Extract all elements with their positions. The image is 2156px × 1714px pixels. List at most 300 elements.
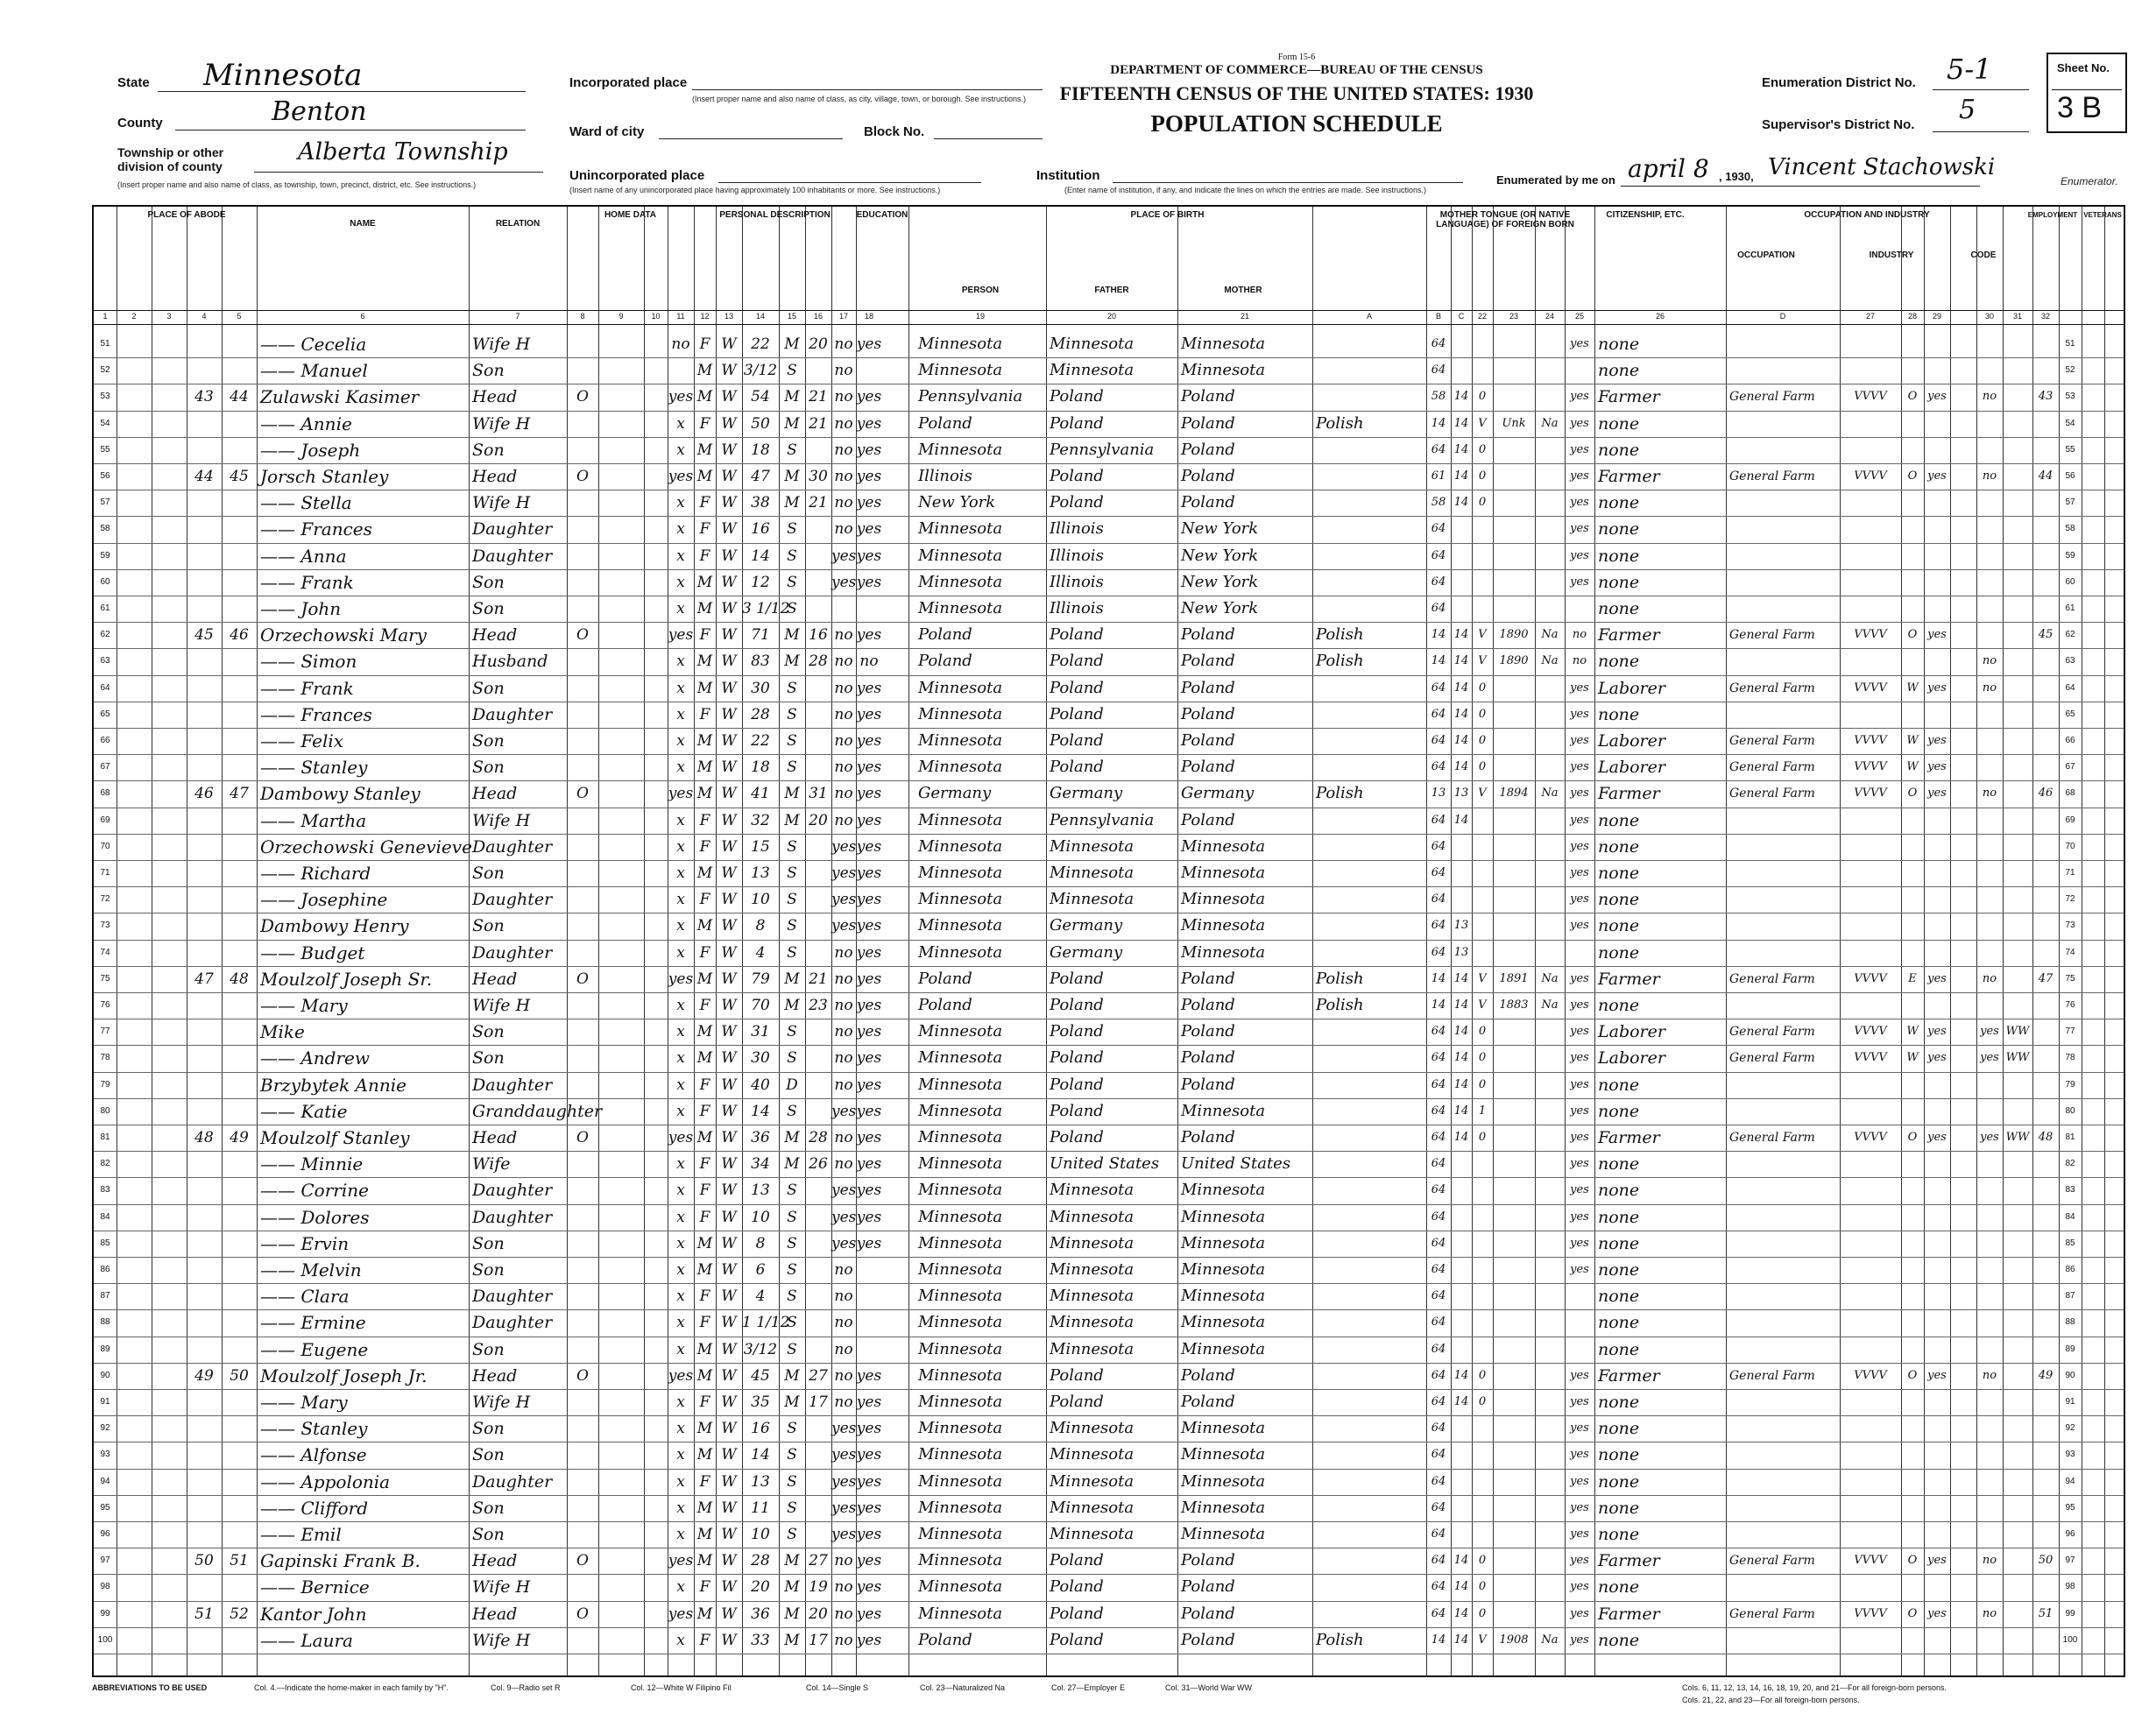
cell-vet: no [1982,469,1997,483]
cell-marital: S [787,1499,797,1517]
cell-sex: M [696,1234,713,1252]
cell-line: 98 [100,1582,110,1592]
cell-age: 1 1/12 [742,1314,790,1332]
cell-marital: M [784,997,800,1014]
cell-ind: General Farm [1729,390,1815,405]
cell-fam: 48 [230,970,249,988]
cell-farm: x [676,1472,685,1491]
cell-line: 73 [100,920,110,931]
cell-age: 16 [751,1420,770,1438]
cell-occ: none [1598,1445,1640,1465]
cell-mother: Minnesota [1181,361,1266,380]
cell-sex: M [696,917,713,935]
cell-rel: Head [472,387,518,407]
cell-age: 40 [751,1076,770,1094]
cell-sex: F [699,1472,710,1491]
cell-sex: M [696,1340,713,1358]
cell-codeC: V [1478,786,1487,801]
cell-marital: S [787,943,797,962]
cell-race: W [721,600,737,617]
subhead-father: FATHER [1094,286,1129,295]
cell-line2: 64 [2065,682,2075,693]
cell-codeB: 14 [1453,442,1469,456]
cell-race: W [721,943,737,962]
cell-line: 63 [100,656,110,667]
cell-race: W [721,1208,737,1226]
cell-dwell: 45 [194,626,214,645]
cell-agemar: 21 [809,388,828,406]
cell-rel: Daughter [472,942,553,963]
column-number: 26 [1655,312,1665,321]
cell-farm: yes [668,1366,694,1385]
cell-occcode: VVVV [1854,1025,1887,1039]
cell-sex: M [696,1552,713,1570]
cell-codeC: V [1478,416,1487,430]
cell-name: —— Ervin [260,1232,350,1254]
cell-farm: x [676,1181,685,1200]
cell-mother: United States [1181,1154,1291,1174]
cell-school: no [834,732,853,750]
cell-codeA: 14 [1431,971,1446,985]
cell-nat: Na [1541,416,1559,430]
cell-sex: M [696,1605,713,1623]
cell-sex: F [699,1314,710,1332]
cell-farm: x [676,1340,685,1358]
cell-marital: M [784,388,800,406]
cell-occ: Farmer [1598,467,1660,486]
cell-sex: M [696,970,713,988]
cell-race: W [721,1526,737,1543]
column-number: 13 [724,312,733,321]
cell-father: Minnesota [1050,1287,1135,1306]
cell-school: yes [831,1102,857,1120]
cell-codeB: 14 [1453,416,1469,430]
cell-occ: none [1598,1498,1640,1518]
cell-mother: Minnesota [1181,1445,1266,1464]
cell-occ: none [1598,599,1640,618]
cell-mother: Poland [1181,1128,1235,1146]
cell-cow: O [1907,1131,1918,1144]
cell-line: 58 [100,524,110,534]
cell-name: Gapinski Frank B. [260,1550,421,1572]
cell-birth: Minnesota [918,836,1003,856]
cell-line2: 52 [2065,365,2075,376]
cell-father: Poland [1050,1128,1104,1146]
cell-race: W [721,997,737,1014]
cell-marital: S [787,600,797,617]
cell-father: Poland [1050,1604,1104,1623]
cell-occ: none [1598,546,1640,566]
cell-vet: yes [1980,1051,1999,1065]
cell-father: Poland [1050,1577,1104,1597]
cell-cow: O [1907,1554,1918,1568]
cell-marital: S [787,1446,797,1464]
cell-rel: Wife H [472,1577,531,1598]
cell-farm: x [676,1499,685,1517]
cell-birth: Minnesota [918,1207,1003,1226]
cell-vet: no [1982,971,1997,985]
cell-line2: 91 [2065,1397,2075,1407]
cell-school: no [834,1631,853,1649]
group-home: HOME DATA [604,210,657,220]
table-row [94,1257,2124,1284]
cell-birth: Minnesota [918,1181,1003,1200]
column-number: 14 [755,312,765,321]
cell-occcode: VVVV [1854,1606,1887,1620]
cell-line: 83 [100,1185,110,1196]
cell-mother: Poland [1181,731,1235,750]
cell-marital: S [787,1340,797,1358]
cell-occcode: VVVV [1854,681,1887,695]
cell-marital: M [784,468,800,485]
cell-line: 99 [100,1608,110,1619]
cell-sex: M [696,1420,713,1438]
column-number: 3 [166,312,172,321]
cell-name: Mike [260,1021,305,1043]
cell-codeB: 13 [1453,919,1469,933]
cell-farm: x [676,864,685,882]
table-row [94,1574,2124,1601]
cell-eng: yes [1570,442,1589,456]
cell-farm: x [676,1314,685,1332]
cell-read: yes [856,1526,882,1543]
cell-race: W [721,388,737,406]
table-row [94,1548,2124,1575]
cell-line2: 78 [2065,1053,2075,1063]
cell-birth: Minnesota [918,1128,1003,1146]
cell-marital: M [784,1366,800,1385]
cell-dwell: 49 [194,1366,214,1385]
cell-codeA: 64 [1431,1183,1446,1197]
cell-occ: none [1598,572,1640,592]
cell-marital: M [784,1393,800,1411]
cell-sex: F [699,547,710,565]
cell-rel: Wife [472,1154,511,1174]
cell-occcode: VVVV [1854,786,1887,801]
cell-fam: 46 [230,626,249,645]
cell-school: no [834,441,853,459]
cell-rel: Son [472,1260,505,1280]
column-number: B [1435,312,1441,321]
cell-mother: Poland [1181,1048,1235,1068]
cell-marital: M [784,626,800,645]
cell-farm: yes [668,388,694,406]
cell-war: WW [2005,1051,2030,1065]
cell-dwell: 46 [194,785,214,803]
cell-home: O [576,468,589,485]
cell-name: Orzechowski Genevieve [260,836,472,857]
cell-line: 54 [100,418,110,428]
cell-marital: S [787,1102,797,1120]
cell-father: Poland [1050,493,1104,512]
cell-codeB: 14 [1453,707,1469,721]
cell-read: yes [856,1631,882,1649]
cell-school: yes [831,547,857,565]
cell-race: W [721,652,737,671]
cell-name: —— Emil [260,1524,342,1545]
cell-line2: 90 [2065,1370,2075,1380]
cell-birth: Poland [918,996,972,1014]
cell-line: 62 [100,630,110,640]
cell-sex: M [696,1526,713,1543]
cell-codeB: 14 [1453,628,1469,642]
cell-rel: Wife H [472,1393,531,1412]
table-row [94,596,2124,623]
cell-birth: Minnesota [918,916,1003,935]
cell-father: Illinois [1050,572,1104,591]
cell-farmsch: 44 [2038,469,2054,483]
group-veterans: VETERANS [2083,211,2122,219]
cell-father: Minnesota [1050,1313,1135,1332]
cell-marital: D [786,1076,798,1094]
cell-sex: F [699,943,710,962]
cell-age: 4 [755,1287,766,1306]
cell-fam: 52 [230,1605,249,1623]
cell-rel: Son [472,1339,505,1359]
cell-read: yes [856,1366,882,1385]
cell-read: yes [856,441,882,459]
cell-occ: none [1598,864,1640,883]
cell-birth: Poland [918,413,972,433]
cell-eng: yes [1570,1606,1589,1620]
table-row [94,886,2124,913]
cell-farm: x [676,1076,685,1094]
cell-occ: Farmer [1598,1551,1660,1571]
cell-age: 20 [751,1578,770,1597]
cell-rel: Daughter [472,546,553,566]
cell-codeA: 64 [1431,760,1446,774]
cell-occ: Laborer [1598,758,1665,778]
cell-occcode: VVVV [1854,1368,1887,1382]
cell-line2: 85 [2065,1238,2075,1248]
table-row [94,702,2124,729]
cell-school: yes [831,1472,857,1491]
cell-read: yes [856,626,882,645]
cell-race: W [721,891,737,909]
cell-birth: Minnesota [918,678,1003,697]
cell-age: 11 [751,1499,770,1517]
cell-rel: Wife H [472,335,531,354]
column-number: A [1366,312,1372,321]
cell-age: 22 [751,335,770,353]
cell-race: W [721,1314,737,1332]
cell-father: Minnesota [1050,1471,1135,1491]
cell-birth: Minnesota [918,1419,1003,1438]
cell-agemar: 20 [809,335,828,353]
cell-race: W [721,335,737,353]
cell-marital: S [787,1049,797,1068]
cell-birth: Minnesota [918,1101,1003,1120]
cell-farm: x [676,520,685,539]
cell-farm: x [676,652,685,671]
cell-age: 32 [751,811,770,829]
cell-rel: Head [472,1551,518,1571]
cell-immig: 1890 [1499,654,1529,668]
table-row [94,1098,2124,1125]
column-number: 2 [131,312,137,321]
cell-codeA: 64 [1431,1527,1446,1541]
cell-farm: x [676,1102,685,1120]
cell-mother: Minnesota [1181,1471,1266,1491]
cell-sex: F [699,335,710,353]
cell-farm: x [676,1023,685,1041]
cell-race: W [721,1234,737,1252]
cell-eng: yes [1570,1210,1589,1224]
table-row [94,648,2124,675]
cell-rel: Daughter [472,1471,553,1492]
group-occupation: OCCUPATION AND INDUSTRY [1804,210,1930,220]
cell-tongue: Polish [1316,652,1364,671]
cell-farm: x [676,891,685,909]
cell-father: Poland [1050,413,1104,433]
cell-emp: yes [1927,1606,1947,1620]
cell-mother: Poland [1181,467,1235,485]
cell-agemar: 31 [809,785,828,803]
cell-age: 71 [751,626,770,645]
enumerated-field [1621,154,1996,187]
cell-school: no [834,1552,853,1570]
cell-codeA: 64 [1431,1051,1446,1065]
table-row [94,543,2124,570]
cell-birth: Minnesota [918,1551,1003,1570]
cell-occ: Farmer [1598,387,1660,407]
footer-col23: Col. 23—Naturalized Na [920,1683,1006,1692]
column-number: 19 [975,312,985,321]
cell-codeA: 14 [1431,628,1446,642]
cell-rel: Son [472,731,505,751]
cell-school: no [834,520,853,539]
cell-marital: S [787,1023,797,1041]
cell-farmsch: 43 [2038,390,2054,404]
cell-farm: x [676,494,685,512]
cell-occcode: VVVV [1854,760,1887,774]
cell-marital: S [787,547,797,565]
cell-line: 79 [100,1079,110,1090]
cell-farm: x [676,1287,685,1306]
cell-line2: 77 [2065,1026,2075,1037]
cell-school: no [834,679,853,697]
cell-line2: 57 [2065,497,2075,508]
cell-farm: yes [668,468,694,485]
cell-farmsch: 46 [2038,786,2054,801]
cell-race: W [721,468,737,485]
cell-age: 14 [751,1102,770,1120]
cell-read: yes [856,1208,882,1226]
cell-occ: Farmer [1598,969,1660,989]
cell-birth: Minnesota [918,599,1003,617]
cell-read: yes [856,891,882,909]
cell-race: W [721,811,737,829]
cell-birth: Minnesota [918,572,1003,591]
cell-birth: Minnesota [918,546,1003,565]
footer-right-2: Cols. 21, 22, and 23—For all foreign-born persons. [1682,1696,1860,1704]
cell-farm: yes [668,1129,694,1146]
cell-codeA: 64 [1431,548,1446,562]
cell-ind: General Farm [1729,1368,1815,1383]
cell-farm: x [676,943,685,962]
cell-race: W [721,1181,737,1200]
cell-line: 86 [100,1265,110,1274]
cell-agemar: 21 [809,970,828,988]
table-row [94,940,2124,967]
cell-age: 13 [751,864,770,882]
footer-right-1: Cols. 6, 11, 12, 13, 14, 16, 18, 19, 20, and 21—For all foreign-born persons. [1682,1683,1947,1692]
table-row [94,1283,2124,1310]
column-number: 4 [201,312,207,321]
cell-name: —— Andrew [260,1047,370,1069]
table-row [94,675,2124,702]
cell-codeB: 14 [1453,1104,1469,1118]
cell-mother: Minnesota [1181,335,1266,353]
cell-codeB: 14 [1453,654,1469,668]
column-number: 31 [2012,312,2022,321]
cell-farm: x [676,732,685,750]
cell-codeC: V [1478,628,1487,642]
cell-codeA: 64 [1431,337,1446,350]
cell-mother: Poland [1181,1075,1235,1094]
cell-mother: Poland [1181,678,1235,697]
cell-home: O [576,626,589,645]
cell-age: 3 1/12 [742,600,790,617]
cell-codeA: 14 [1431,416,1446,430]
cell-agemar: 30 [809,468,828,485]
cell-mother: Minnesota [1181,1525,1266,1543]
cell-codeC: V [1478,1633,1487,1647]
cell-fam: 50 [230,1366,249,1385]
cell-codeA: 64 [1431,575,1446,589]
column-number: 10 [651,312,661,321]
cell-line2: 51 [2065,339,2075,349]
cell-school: no [834,943,853,962]
cell-father: Minnesota [1050,890,1135,909]
cell-codeA: 64 [1431,1263,1446,1276]
cell-mother: Minnesota [1181,1101,1266,1120]
cell-eng: yes [1570,575,1589,589]
cell-dwell: 51 [194,1605,214,1623]
cell-name: —— Minnie [260,1153,364,1175]
cell-codeA: 14 [1431,654,1446,668]
cell-age: 18 [751,758,770,777]
cell-emp: yes [1927,760,1947,774]
cell-rel: Daughter [472,1075,553,1095]
cell-name: Zulawski Kasimer [260,386,420,408]
cell-race: W [721,1446,737,1464]
cell-father: Minnesota [1050,1445,1135,1464]
cell-occ: none [1598,1075,1640,1095]
cell-rel: Husband [472,652,548,672]
group-relation: RELATION [495,219,541,229]
cell-name: —— Budget [260,942,365,963]
cell-occ: none [1598,1313,1640,1333]
cell-school: no [834,997,853,1014]
cell-read: yes [856,785,882,803]
cell-rel: Wife H [472,1630,531,1650]
cell-farm: x [676,811,685,829]
cell-codeA: 64 [1431,1025,1446,1039]
cell-codeC: 0 [1478,1368,1487,1382]
cell-birth: Minnesota [918,1154,1003,1174]
cell-marital: M [784,1552,800,1570]
cell-occcode: VVVV [1854,1051,1887,1065]
cell-race: W [721,1340,737,1358]
cell-read: yes [856,468,882,485]
cell-marital: M [784,1605,800,1623]
cell-mother: Poland [1181,387,1235,406]
cell-codeA: 58 [1431,496,1446,510]
cell-line: 51 [100,339,110,349]
column-number: 1 [102,312,108,321]
table-row [94,1415,2124,1442]
